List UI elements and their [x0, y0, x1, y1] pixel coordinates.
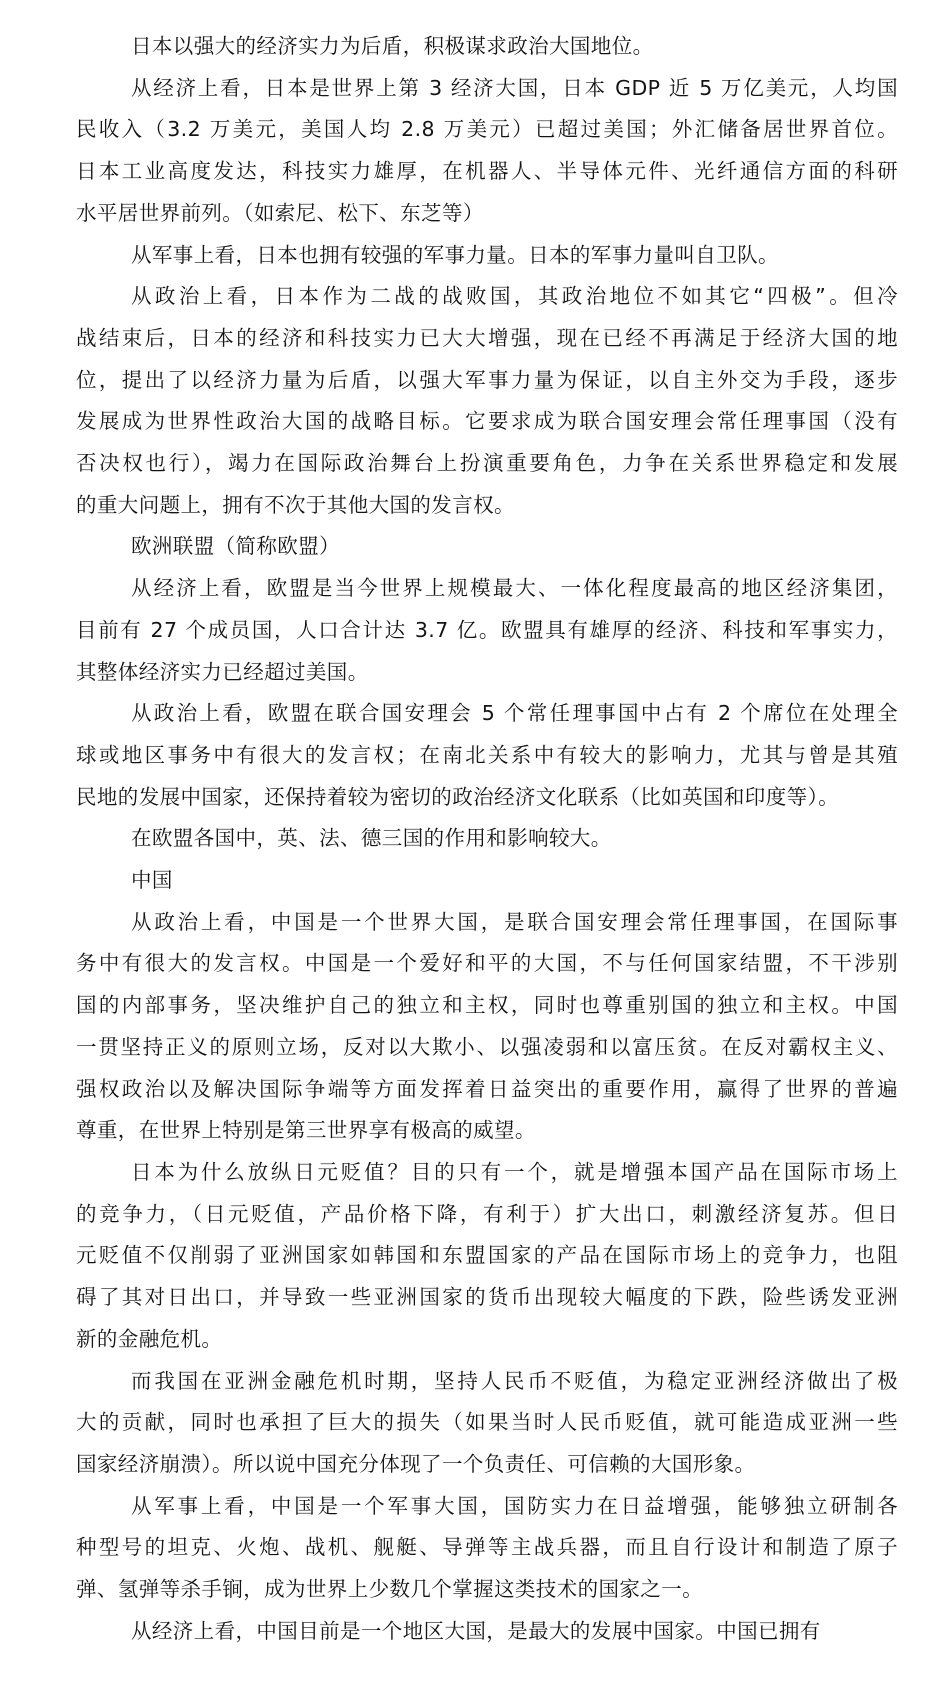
paragraph-line: 尊重，在世界上特别是第三世界享有极高的威望。 [76, 1118, 536, 1143]
paragraph-line: 种型号的坦克、火炮、战机、舰艇、导弹等主战兵器，而且自行设计和制造了原子 [76, 1535, 898, 1560]
paragraph [76, 1611, 898, 1653]
paragraph-line: 水平居世界前列。（如索尼、松下、东芝等） [76, 200, 484, 225]
paragraph-line: 从军事上看，日本也拥有较强的军事力量。日本的军事力量叫自卫队。 [131, 242, 779, 267]
paragraph [76, 68, 898, 235]
paragraph-line: 日本工业高度发达，科技实力雄厚，在机器人、半导体元件、光纤通信方面的科研 [76, 159, 898, 184]
paragraph-line: 一贯坚持正义的原则立场，反对以大欺小、以强凌弱和以富压贫。在反对霸权主义、 [76, 1034, 898, 1059]
paragraph-line: 国家经济崩溃）。所以说中国充分体现了一个负责任、可信赖的大国形象。 [76, 1451, 756, 1476]
paragraph [76, 235, 898, 277]
paragraph-line: 的重大问题上，拥有不次于其他大国的发言权。 [76, 492, 515, 517]
paragraph [76, 526, 898, 568]
paragraph [76, 1361, 898, 1486]
paragraph-line: 碍了其对日出口，并导致一些亚洲国家的货币出现较大幅度的下跌，险些诱发亚洲 [76, 1285, 898, 1310]
paragraph-line: 从经济上看，日本是世界上第 3 经济大国，日本 GDP 近 5 万亿美元，人均国 [131, 75, 898, 100]
paragraph-line: 的竞争力，（日元贬值，产品价格下降，有利于）扩大出口，刺激经济复苏。但日 [76, 1201, 898, 1226]
paragraph-line: 目前有 27 个成员国，人口合计达 3.7 亿。欧盟具有雄厚的经济、科技和军事实力， [76, 617, 898, 642]
paragraph-line: 强权政治以及解决国际争端等方面发挥着日益突出的重要作用，赢得了世界的普遍 [76, 1076, 898, 1101]
paragraph [76, 26, 898, 68]
paragraph-line: 中国 [131, 868, 173, 893]
paragraph-line: 日本为什么放纵日元贬值？目的只有一个，就是增强本国产品在国际市场上 [131, 1159, 898, 1184]
paragraph-line: 大的贡献，同时也承担了巨大的损失（如果当时人民币贬值，就可能造成亚洲一些 [76, 1410, 898, 1435]
paragraph [76, 568, 898, 693]
paragraph-line: 从军事上看，中国是一个军事大国，国防实力在日益增强，能够独立研制各 [131, 1493, 898, 1518]
paragraph-line: 民收入（3.2 万美元，美国人均 2.8 万美元）已超过美国；外汇储备居世界首位。 [76, 117, 898, 142]
paragraph-line: 否决权也行），竭力在国际政治舞台上扮演重要角色，力争在关系世界稳定和发展 [76, 451, 898, 476]
paragraph-line: 球或地区事务中有很大的发言权；在南北关系中有较大的影响力，尤其与曾是其殖 [76, 742, 898, 767]
paragraph-line: 欧洲联盟（简称欧盟） [131, 534, 340, 559]
paragraph [76, 818, 898, 860]
paragraph-line: 战结束后，日本的经济和科技实力已大大增强，现在已经不再满足于经济大国的地 [76, 325, 898, 350]
paragraph-line: 务中有很大的发言权。中国是一个爱好和平的大国，不与任何国家结盟，不干涉别 [76, 951, 898, 976]
paragraph-line: 从经济上看，欧盟是当今世界上规模最大、一体化程度最高的地区经济集团， [131, 576, 898, 601]
paragraph [76, 693, 898, 818]
paragraph-line: 日本以强大的经济实力为后盾，积极谋求政治大国地位。 [131, 34, 654, 58]
paragraph-line: 其整体经济实力已经超过美国。 [76, 659, 369, 684]
paragraph-line: 而我国在亚洲金融危机时期，坚持人民币不贬值，为稳定亚洲经济做出了极 [131, 1368, 898, 1393]
paragraph-line: 从经济上看，中国目前是一个地区大国，是最大的发展中国家。中国已拥有 [131, 1618, 821, 1643]
paragraph-line: 弹、氢弹等杀手锏，成为世界上少数几个掌握这类技术的国家之一。 [76, 1577, 703, 1602]
paragraph [76, 276, 898, 526]
paragraph-line: 国的内部事务，坚决维护自己的独立和主权，同时也尊重别国的独立和主权。中国 [76, 993, 898, 1018]
paragraph-line: 从政治上看，中国是一个世界大国，是联合国安理会常任理事国，在国际事 [131, 909, 898, 934]
paragraph-line: 发展成为世界性政治大国的战略目标。它要求成为联合国安理会常任理事国（没有 [76, 409, 898, 434]
paragraph-line: 元贬值不仅削弱了亚洲国家如韩国和东盟国家的产品在国际市场上的竞争力，也阻 [76, 1243, 898, 1268]
paragraph-line: 民地的发展中国家，还保持着较为密切的政治经济文化联系（比如英国和印度等）。 [76, 784, 840, 809]
paragraph-line: 新的金融危机。 [76, 1326, 223, 1351]
document-body [76, 26, 898, 1652]
paragraph [76, 1486, 898, 1611]
paragraph [76, 1152, 898, 1361]
paragraph-line: 从政治上看，日本作为二战的战败国，其政治地位不如其它“四极”。但冷 [131, 284, 898, 309]
paragraph-line: 位，提出了以经济力量为后盾，以强大军事力量为保证，以自主外交为手段，逐步 [76, 367, 898, 392]
paragraph-line: 在欧盟各国中，英、法、德三国的作用和影响较大。 [131, 826, 612, 851]
paragraph [76, 902, 898, 1152]
paragraph-line: 从政治上看，欧盟在联合国安理会 5 个常任理事国中占有 2 个席位在处理全 [131, 701, 898, 726]
paragraph [76, 860, 898, 902]
